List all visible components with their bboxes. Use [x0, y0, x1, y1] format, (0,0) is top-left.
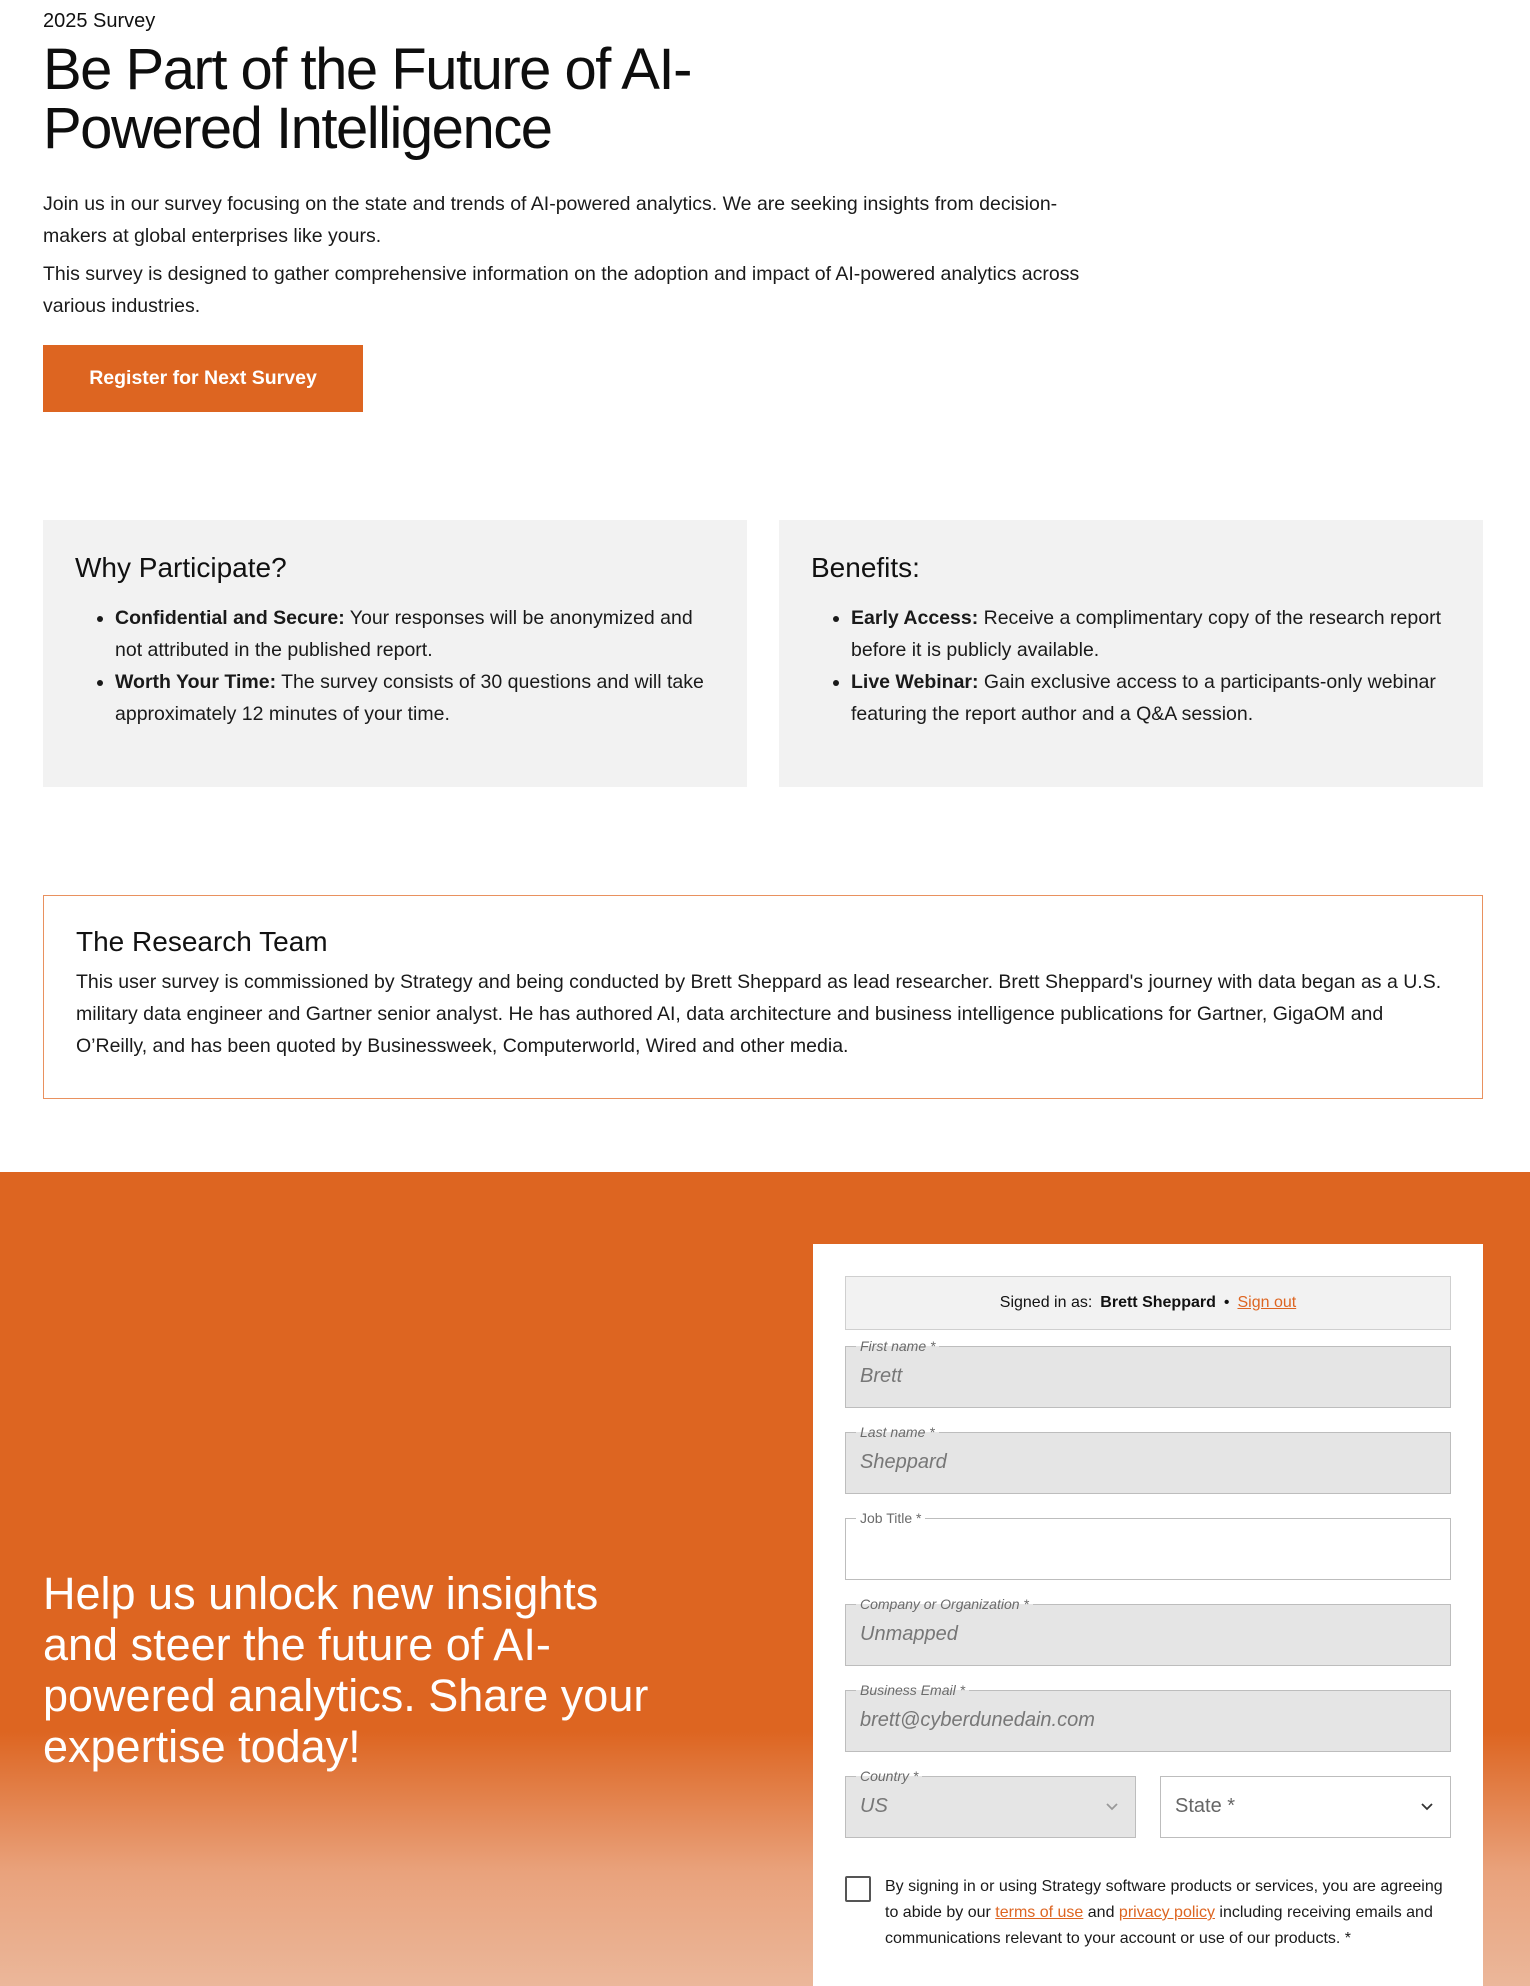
research-team-card — [43, 895, 1483, 1099]
list-item — [851, 602, 1451, 666]
intro-paragraph-2: This survey is designed to gather comprehensive information on the adoption and impact of AI-powered analytics across various industries. — [43, 263, 1080, 317]
item-text: Receive a complimentary copy of the research report before it is publicly available. — [851, 607, 1441, 661]
benefits-card — [779, 520, 1483, 787]
field-label: Company or Organization * — [856, 1596, 1033, 1612]
field-label: Country * — [856, 1768, 922, 1784]
field-label: Job Title * — [856, 1510, 925, 1526]
list-item — [115, 602, 715, 666]
item-text: Your responses will be anonymized and not attributed in the published report. — [115, 607, 693, 661]
field-label: First name * — [856, 1338, 939, 1354]
band-headline: Help us unlock new insights and steer the future of AI-powered analytics. Share your expertise today! — [43, 1568, 649, 1772]
state-select[interactable] — [1160, 1776, 1451, 1838]
chevron-down-icon — [1420, 1799, 1434, 1813]
item-text: Gain exclusive access to a participants-only webinar featuring the report author and a Q&A session. — [851, 671, 1436, 725]
registration-form — [813, 1244, 1483, 1986]
last-name-field[interactable] — [845, 1424, 1451, 1494]
why-participate-heading: Why Participate? — [75, 552, 287, 583]
research-team-body: This user survey is commissioned by Strategy and being conducted by Brett Sheppard as lead researcher. Brett Sheppard's journey with data began as a U.S. military data engineer and Gartner senior analyst. He has authored AI, data architecture and business intelligence publications for Gartner, GigaOM and O’Reilly, and has been quoted by Businessweek, Computerworld, Wired and other media. — [76, 971, 1442, 1057]
why-participate-card — [43, 520, 747, 787]
signed-in-bar — [845, 1276, 1451, 1330]
job-title-field[interactable] — [845, 1510, 1451, 1580]
privacy-policy-link[interactable]: privacy policy — [1118, 1904, 1215, 1921]
item-title: Early Access: — [851, 607, 979, 629]
intro-paragraph-1: Join us in our survey focusing on the state and trends of AI-powered analytics. We are seeking insights from decision-makers at global enterprises like yours. — [43, 193, 1058, 247]
consent-text-and: and — [1083, 1904, 1119, 1921]
consent-text-end: including receiving emails and communications relevant to your account or use of our products. — [885, 1904, 1433, 1947]
user-name: Brett Sheppard — [1100, 1294, 1216, 1311]
register-button[interactable]: Register for Next Survey — [43, 345, 363, 412]
item-title: Worth Your Time: — [115, 671, 277, 693]
company-field[interactable] — [845, 1596, 1451, 1666]
field-value: US — [860, 1795, 888, 1817]
field-value: Brett — [860, 1365, 903, 1387]
consent-text-start: By signing in or using Strategy software products or services, you are agreeing to abide by our — [885, 1878, 1443, 1921]
field-placeholder: State * — [1175, 1795, 1236, 1817]
benefits-heading: Benefits: — [811, 552, 920, 583]
page-title: Be Part of the Future of AI-Powered Intelligence — [43, 37, 691, 161]
field-value: brett@cyberdunedain.com — [860, 1709, 1095, 1731]
first-name-field[interactable] — [845, 1338, 1451, 1408]
list-item — [851, 666, 1451, 730]
item-title: Confidential and Secure: — [115, 607, 345, 629]
signed-in-label: Signed in as: — [999, 1294, 1093, 1311]
field-value: Sheppard — [860, 1451, 947, 1473]
consent-checkbox[interactable] — [845, 1876, 871, 1902]
business-email-field[interactable] — [845, 1682, 1451, 1752]
required-marker: * — [1340, 1930, 1352, 1947]
sign-out-link[interactable]: Sign out — [1237, 1294, 1297, 1311]
terms-of-use-link[interactable]: terms of use — [995, 1904, 1084, 1921]
field-label: Last name * — [856, 1424, 939, 1440]
list-item — [115, 666, 715, 730]
intro-text — [43, 188, 1083, 322]
item-text: The survey consists of 30 questions and will take approximately 12 minutes of your time. — [115, 671, 704, 725]
chevron-down-icon — [1105, 1799, 1119, 1813]
field-value: Unmapped — [860, 1623, 958, 1645]
country-select[interactable] — [845, 1768, 1136, 1838]
field-label: Business Email * — [856, 1682, 969, 1698]
eyebrow-label: 2025 Survey — [43, 10, 156, 32]
research-team-heading: The Research Team — [76, 926, 328, 957]
separator-dot: • — [1223, 1294, 1230, 1311]
consent-text — [885, 1874, 1451, 1952]
item-title: Live Webinar: — [851, 671, 979, 693]
consent-row — [845, 1874, 1451, 1952]
